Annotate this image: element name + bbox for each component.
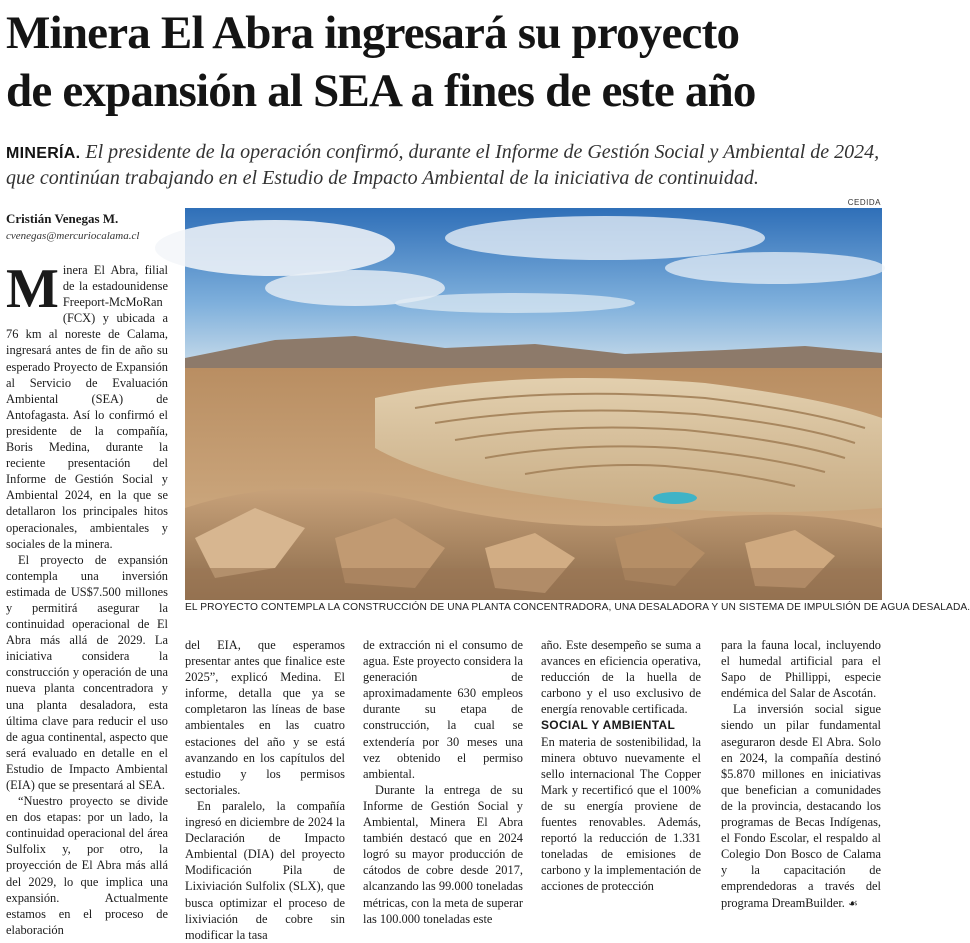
paragraph-4b: de extracción ni el consumo de agua. Este proyecto considera la generación de aproximadamente 630 empleos durante su etapa de construcción, la cual se extendería por 30 meses una vez obtenido el permiso ambiental. (363, 638, 523, 781)
drop-cap: M (6, 258, 59, 320)
paragraph-2: El proyecto de expansión contempla una inversión estimada de US$7.500 millones y permitirá asegurar la continuidad operacional de El Abra más allá de 2029. La iniciativa considera la construcción y operación de una nueva planta concentradora y una planta desaladora, esta última clave para reducir el uso de agua continental, aspecto que será evaluado en detalle en el Estudio de Impacto Ambiental (EIA) que se presentará al SEA. (6, 552, 168, 792)
paragraph-4: En paralelo, la compañía ingresó en diciembre de 2024 la Declaración de Impacto Ambiental (DIA) del proyecto Modificación Pila de Lixiviación Sulfolix (SLX), que busca optimizar el proceso de lixiviación de cobre sin modificar la tasa (185, 798, 345, 942)
paragraph-7-text: La inversión social sigue siendo un pilar fundamental aseguraron desde El Abra. Solo en 2024, la compañía destinó $5.870 millones en iniciativas que benefician a comunidades de la provincia, destacando los programas de Becas Indígenas, el Fondo Escolar, el respaldo al Colegio Don Bosco de Calama y la capacitación de emprendedoras a través del programa DreamBuilder. (721, 702, 881, 910)
mine-photo (185, 208, 882, 600)
column-3 (363, 637, 523, 927)
column-5 (721, 637, 881, 912)
headline (6, 4, 884, 120)
deck-text: El presidente de la operación confirmó, durante el Informe de Gestión Social y Ambiental de 2024, que continúan trabajando en el Estudio de Impacto Ambiental de la iniciativa de continuidad. (6, 141, 880, 189)
end-mark-icon: ☙ (847, 897, 858, 910)
headline-line-1: Minera El Abra ingresará su proyecto (6, 7, 740, 59)
paragraph-6: En materia de sostenibilidad, la minera obtuvo nuevamente el sello internacional The Copper Mark y recertificó que el 100% de su energía proviene de fuentes renovables. Además, reportó la reducción de 1.331 toneladas de emisiones de carbono y la implementación de acciones de protección (541, 734, 701, 894)
paragraph-7 (721, 701, 881, 911)
column-4 (541, 637, 701, 895)
paragraph-5: Durante la entrega de su Informe de Gestión Social y Ambiental, Minera El Abra también destacó que en 2024 logró su mayor producción de cátodos de cobre desde 2017, alcanzando las 99.000 toneladas métricas, con la meta de superar las 100.000 toneladas este (363, 782, 523, 926)
deck (6, 140, 882, 190)
paragraph-5b: año. Este desempeño se suma a avances en eficiencia operativa, reducción de la huella de carbono y el uso exclusivo de energía renovable certificada. (541, 638, 701, 717)
byline-author: Cristián Venegas M. (6, 211, 119, 226)
column-1 (6, 258, 168, 938)
photo-credit: CEDIDA (847, 198, 881, 207)
headline-line-2: de expansión al SEA a fines de este año (6, 65, 756, 117)
photo-caption: EL PROYECTO CONTEMPLA LA CONSTRUCCIÓN DE UNA PLANTA CONCENTRADORA, UNA DESALADORA Y UN SISTEMA DE IMPULSIÓN DE AGUA DESALADA. (185, 602, 970, 613)
byline-email: cvenegas@mercuriocalama.cl (6, 230, 140, 242)
paragraph-1-text: inera El Abra, filial de la estadounidense Freeport-McMoRan (FCX) y ubicada a 76 km al noreste de Calama, ingresará antes de fin de año su esperado Proyecto de Expansión al Servicio de Evaluación Ambiental (SEA) de Antofagasta. Así lo confirmó el presidente de la compañía, Boris Medina, durante la reciente presentación del Informe de Gestión Social y Ambiental 2024, en la que se detallaron los principales hitos operacionales, ambientales y sociales de la minera. (6, 263, 168, 551)
subhead-social-ambiental: SOCIAL Y AMBIENTAL (541, 718, 676, 733)
open-pit-mine-illustration (185, 208, 882, 600)
deck-kicker: MINERÍA. (6, 145, 81, 162)
paragraph-3b: del EIA, que esperamos presentar antes que finalice este 2025”, explicó Medina. El informe, detalla que ya se completaron las líneas de base ambientales en las cuatro estaciones del año y se está avanzando en los capítulos del estudio y los permisos sectoriales. (185, 638, 345, 797)
byline (6, 211, 176, 245)
paragraph-6b: para la fauna local, incluyendo el humedal artificial para el Sapo de Phillippi, especie endémica del Salar de Ascotán. (721, 638, 881, 701)
paragraph-3a: “Nuestro proyecto se divide en dos etapas: por un lado, la continuidad operacional del área Sulfolix y, por otro, la proyección de El Abra más allá del 2029, lo que implica una expansión. Actualmente estamos en el proceso de elaboración (6, 794, 168, 937)
column-2 (185, 637, 345, 943)
paragraph-1 (6, 258, 168, 552)
